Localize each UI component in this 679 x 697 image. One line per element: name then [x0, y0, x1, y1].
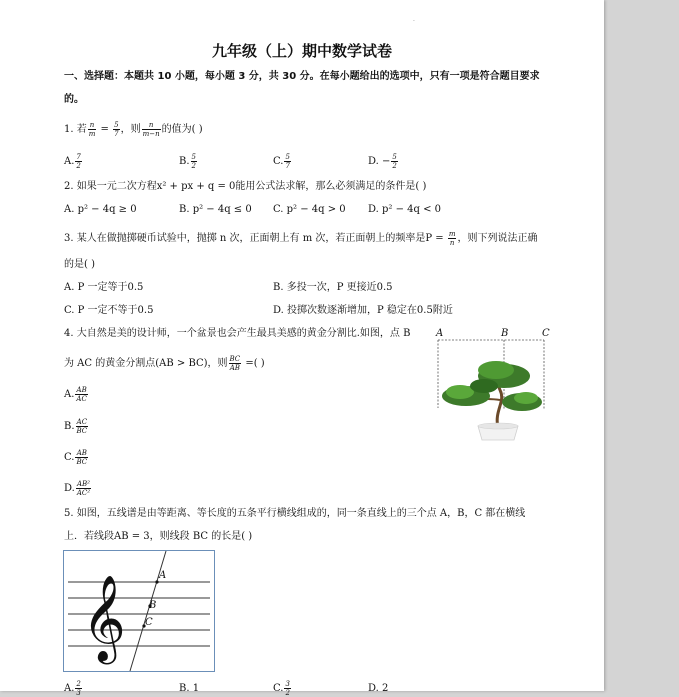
q3-frac-num: m — [448, 230, 456, 238]
bonsai-illustration — [436, 330, 548, 442]
q4-d-frac — [76, 480, 91, 497]
q1-c-label: C. — [273, 156, 284, 167]
q4-stem-pre: 为 AC 的黄金分割点(AB > BC)，则 — [64, 358, 228, 369]
q1-c-den: 7 — [285, 162, 290, 170]
q3-option-b: B. 多投一次，P 更接近0.5 — [273, 282, 393, 293]
q1-frac2-den: 7 — [114, 130, 119, 138]
q5-stem-line2: 上．若线段AB = 3，则线段 BC 的长是( ) — [64, 531, 253, 542]
q4-a-num: AB — [76, 386, 87, 394]
q1-b-den: 2 — [191, 162, 196, 170]
q4-d-label: D. — [64, 483, 75, 494]
q1-b-label: B. — [179, 156, 190, 167]
q4-option-b — [64, 418, 89, 435]
q3-stem-post: ，则下列说法正确 — [457, 233, 538, 244]
staff-illustration — [64, 551, 214, 671]
q3-stem-line2: 的是( ) — [64, 259, 95, 270]
q5-a-label: A. — [64, 683, 75, 694]
q1-frac3-num: n — [142, 121, 161, 130]
q1-b-num: 5 — [191, 153, 196, 161]
q1-b-frac — [191, 153, 197, 170]
q1-d-den: 2 — [392, 162, 397, 170]
bonsai-label-c: C — [542, 328, 550, 339]
q1-stem-pre: 1. 若 — [64, 124, 87, 135]
q4-b-den: BC — [76, 427, 88, 435]
q3-stem-line1 — [64, 230, 537, 247]
q1-a-num: 7 — [76, 153, 81, 161]
q4-a-label: A. — [64, 389, 75, 400]
q5-a-num: 2 — [76, 680, 81, 688]
q1-stem — [64, 121, 203, 138]
q1-stem-post: 的值为( ) — [161, 124, 203, 135]
q4-frac-num: BC — [229, 355, 241, 363]
q1-d-label: D. − — [368, 156, 391, 167]
q1-option-d — [368, 153, 399, 170]
q5-option-a — [64, 680, 83, 697]
staff-label-b: B — [149, 600, 157, 611]
page-mark: · — [413, 18, 415, 25]
q5-a-den: 3 — [76, 689, 81, 697]
q3-option-c: C. P 一定不等于0.5 — [64, 305, 154, 316]
q4-stem-post: =( ) — [242, 358, 265, 369]
q2-stem: 2. 如果一元二次方程x² + px + q = 0能用公式法求解，那么必须满足的条件是( ) — [64, 181, 427, 192]
q4-frac — [229, 355, 242, 372]
q1-a-frac — [75, 153, 81, 170]
q1-option-c — [273, 153, 292, 170]
page-title: 九年级（上）期中数学试卷 — [211, 42, 392, 60]
q4-b-frac — [76, 418, 89, 435]
q1-mid: ，则 — [120, 124, 141, 135]
q4-c-num: AB — [76, 449, 87, 457]
q5-c-den: 2 — [285, 689, 290, 697]
q4-b-num: AC — [76, 418, 88, 426]
q5-c-label: C. — [273, 683, 284, 694]
q1-frac2-num: 5 — [114, 121, 119, 129]
q4-b-label: B. — [64, 421, 75, 432]
bonsai-figure — [436, 330, 548, 442]
q1-c-num: 5 — [285, 153, 290, 161]
q5-c-num: 3 — [285, 680, 290, 688]
section-heading-line1: 一、选择题：本题共 10 小题，每小题 3 分，共 30 分。在每小题给出的选项中，只有一项是符合题目要求 — [64, 71, 540, 82]
q3-stem-pre: 3. 某人在做抛掷硬币试验中，抛掷 n 次，正面朝上有 m 次，若正面朝上的频率是P = — [64, 233, 447, 244]
q5-c-frac — [284, 680, 290, 697]
q4-c-label: C. — [64, 452, 75, 463]
q1-frac1-den: m — [88, 130, 96, 138]
q4-d-num: AB² — [76, 480, 90, 488]
q5-stem-line1: 5. 如图，五线谱是由等距离、等长度的五条平行横线组成的，同一条直线上的三个点 A，B，C 都在横线 — [64, 508, 526, 519]
bonsai-label-b: B — [501, 328, 509, 339]
q4-option-d — [64, 480, 92, 497]
q5-option-c — [273, 680, 292, 697]
q1-frac1-num: n — [88, 121, 97, 130]
staff-label-c: C — [145, 617, 153, 628]
q1-frac2 — [113, 121, 119, 138]
q4-a-den: AC — [76, 395, 87, 403]
q4-a-frac — [75, 386, 87, 403]
q4-c-den: BC — [76, 458, 88, 466]
staff-label-a: A — [159, 570, 167, 581]
q1-a-den: 2 — [76, 162, 81, 170]
q5-a-frac — [75, 680, 81, 697]
q5-option-d: D. 2 — [368, 683, 389, 694]
q3-option-a: A. P 一定等于0.5 — [64, 282, 144, 293]
q1-d-frac — [391, 153, 397, 170]
q2-option-d: D. p² − 4q < 0 — [368, 204, 442, 215]
q4-c-frac — [75, 449, 88, 466]
q2-option-c: C. p² − 4q > 0 — [273, 204, 346, 215]
q1-d-num: 5 — [392, 153, 397, 161]
q4-stem-line1: 4. 大自然是美的设计师，一个盆景也会产生最具美感的黄金分割比.如图，点 B — [64, 328, 411, 339]
q1-option-b — [179, 153, 198, 170]
q1-a-label: A. — [64, 156, 75, 167]
q1-frac3-den: m−n — [142, 130, 160, 138]
q1-eq: = — [97, 124, 113, 135]
q2-option-b: B. p² − 4q ≤ 0 — [179, 204, 252, 215]
q3-frac — [448, 230, 457, 247]
q1-option-a — [64, 153, 83, 170]
q4-d-den: AC² — [76, 489, 91, 497]
q4-option-c — [64, 449, 89, 466]
bonsai-label-a: A — [436, 328, 444, 339]
q4-option-a — [64, 386, 89, 403]
q1-c-frac — [284, 153, 290, 170]
q3-option-d: D. 投掷次数逐渐增加，P 稳定在0.5附近 — [273, 305, 453, 316]
svg-text:𝄞: 𝄞 — [82, 575, 126, 661]
section-heading-line2: 的。 — [64, 94, 84, 105]
viewer-background — [604, 0, 679, 691]
q3-frac-den: n — [449, 239, 455, 247]
q1-frac3 — [142, 121, 161, 138]
q4-frac-den: AB — [229, 364, 240, 372]
q4-stem-line2 — [64, 355, 265, 372]
q1-frac1 — [88, 121, 97, 138]
q5-option-b: B. 1 — [179, 683, 200, 694]
q2-option-a: A. p² − 4q ≥ 0 — [64, 204, 137, 215]
music-staff-figure — [63, 550, 215, 672]
